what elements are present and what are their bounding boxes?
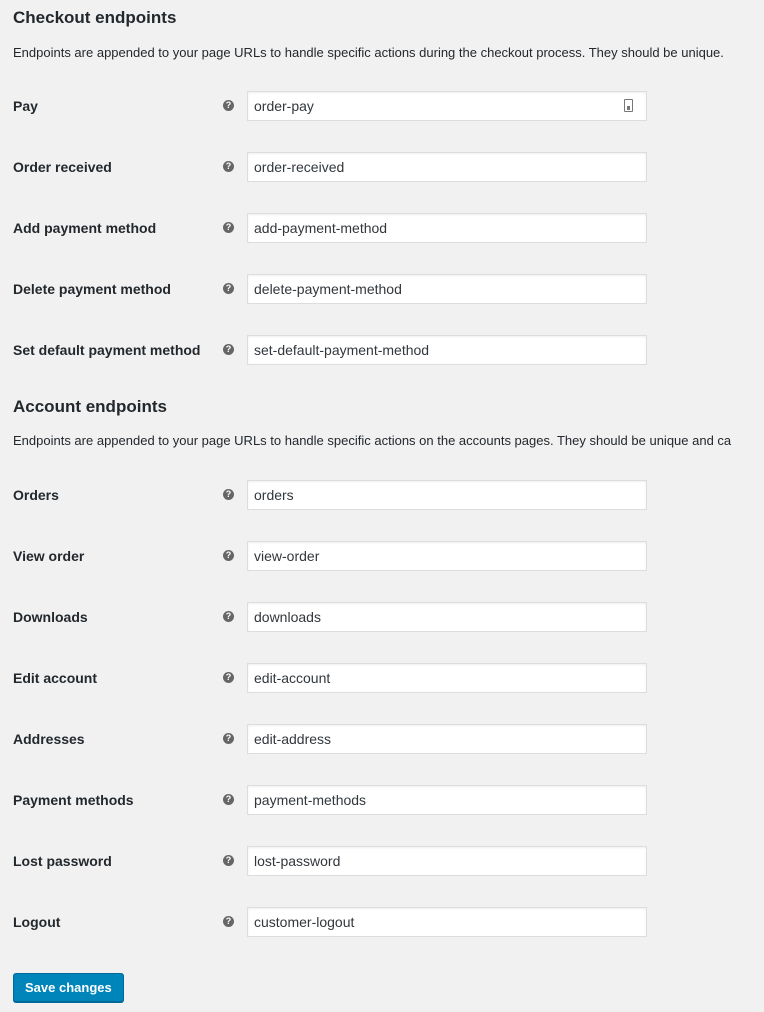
help-tip-icon[interactable]: ? xyxy=(223,855,234,866)
help-tip-icon[interactable]: ? xyxy=(223,100,234,111)
field-label: Edit account xyxy=(13,670,98,686)
help-tip-icon[interactable]: ? xyxy=(223,344,234,355)
view-order-endpoint-input[interactable] xyxy=(247,541,647,571)
help-tip-icon[interactable]: ? xyxy=(223,283,234,294)
password-manager-key-icon[interactable] xyxy=(624,99,633,112)
account-endpoints-heading: Account endpoints xyxy=(13,397,167,416)
field-row-addresses xyxy=(0,724,764,756)
field-label: Downloads xyxy=(13,609,88,625)
set-default-payment-method-endpoint-input[interactable] xyxy=(247,335,647,365)
help-tip-icon[interactable]: ? xyxy=(223,222,234,233)
help-tip-icon[interactable]: ? xyxy=(223,611,234,622)
field-label: Addresses xyxy=(13,731,85,747)
delete-payment-method-endpoint-input[interactable] xyxy=(247,274,647,304)
field-row-delete-payment-method xyxy=(0,274,764,306)
lost-password-endpoint-input[interactable] xyxy=(247,846,647,876)
add-payment-method-endpoint-input[interactable] xyxy=(247,213,647,243)
help-tip-icon[interactable]: ? xyxy=(223,161,234,172)
downloads-endpoint-input[interactable] xyxy=(247,602,647,632)
order-received-endpoint-input[interactable] xyxy=(247,152,647,182)
field-label: Delete payment method xyxy=(13,281,171,297)
field-row-lost-password xyxy=(0,846,764,878)
field-label: Order received xyxy=(13,159,112,175)
field-row-payment-methods xyxy=(0,785,764,817)
field-label: Lost password xyxy=(13,853,112,869)
help-tip-icon[interactable]: ? xyxy=(223,489,234,500)
field-label: Set default payment method xyxy=(13,342,201,358)
field-row-downloads xyxy=(0,602,764,634)
pay-endpoint-input[interactable] xyxy=(247,91,647,121)
field-row-logout xyxy=(0,907,764,939)
field-row-pay xyxy=(0,91,764,123)
help-tip-icon[interactable]: ? xyxy=(223,672,234,683)
orders-endpoint-input[interactable] xyxy=(247,480,647,510)
field-label: Add payment method xyxy=(13,220,157,236)
edit-account-endpoint-input[interactable] xyxy=(247,663,647,693)
help-tip-icon[interactable]: ? xyxy=(223,794,234,805)
payment-methods-endpoint-input[interactable] xyxy=(247,785,647,815)
field-row-edit-account xyxy=(0,663,764,695)
field-label: Payment methods xyxy=(13,792,134,808)
field-row-set-default-payment-method xyxy=(0,335,764,367)
field-label: Logout xyxy=(13,914,61,930)
field-label: Pay xyxy=(13,98,38,114)
field-label: Orders xyxy=(13,487,59,503)
account-endpoints-description: Endpoints are appended to your page URLs to handle specific actions on the accounts pages. They should be unique and ca xyxy=(13,433,732,448)
help-tip-icon[interactable]: ? xyxy=(223,916,234,927)
checkout-endpoints-heading: Checkout endpoints xyxy=(13,8,177,27)
help-tip-icon[interactable]: ? xyxy=(223,550,234,561)
addresses-endpoint-input[interactable] xyxy=(247,724,647,754)
field-row-orders xyxy=(0,480,764,512)
field-row-add-payment-method xyxy=(0,213,764,245)
save-changes-button[interactable]: Save changes xyxy=(13,973,124,1002)
field-row-order-received xyxy=(0,152,764,184)
logout-endpoint-input[interactable] xyxy=(247,907,647,937)
field-row-view-order xyxy=(0,541,764,573)
checkout-endpoints-description: Endpoints are appended to your page URLs to handle specific actions during the checkout process. They should be unique. xyxy=(13,45,724,60)
field-label: View order xyxy=(13,548,85,564)
help-tip-icon[interactable]: ? xyxy=(223,733,234,744)
